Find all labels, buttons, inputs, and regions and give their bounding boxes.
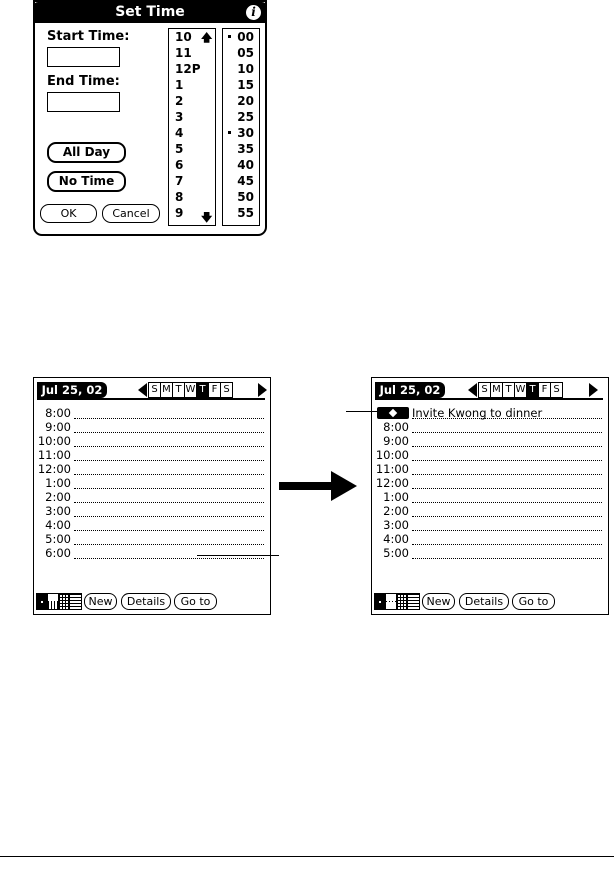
time-slot-row[interactable] [372, 462, 604, 476]
minute-option[interactable]: 35 [237, 142, 254, 156]
minute-option[interactable]: 25 [237, 110, 254, 124]
bottom-toolbar [34, 592, 270, 610]
time-label[interactable]: 2:00 [383, 504, 409, 518]
slot-line [74, 488, 264, 489]
time-label[interactable]: 9:00 [383, 434, 409, 448]
minute-option[interactable]: 45 [237, 174, 254, 188]
new-button[interactable]: New [422, 593, 455, 610]
time-slot-row[interactable] [34, 476, 266, 490]
slot-line [74, 558, 264, 559]
time-slot-row[interactable] [34, 518, 266, 532]
details-button[interactable]: Details [459, 593, 509, 610]
slot-line [412, 488, 602, 489]
hour-option[interactable]: 5 [175, 142, 184, 156]
time-label[interactable]: 11:00 [375, 462, 409, 476]
hour-option[interactable]: 3 [175, 110, 184, 124]
transition-arrow-icon [331, 471, 357, 501]
hour-option[interactable]: 8 [175, 190, 184, 204]
title-underline [375, 398, 603, 400]
slot-line [412, 516, 602, 517]
day-view-screen-after [371, 377, 609, 615]
day-5-button[interactable]: F [538, 382, 551, 398]
time-slot-row[interactable] [372, 420, 604, 434]
time-slot-row[interactable] [34, 420, 266, 434]
slot-line [412, 558, 602, 559]
day-0-button[interactable]: S [478, 382, 491, 398]
time-slot-row[interactable] [34, 532, 266, 546]
time-label[interactable]: 5:00 [383, 546, 409, 560]
slot-line [412, 418, 602, 419]
info-icon[interactable]: i [246, 5, 261, 20]
day-4-button[interactable]: T [196, 382, 209, 398]
time-slot-row[interactable] [34, 406, 266, 420]
time-slot-row[interactable] [372, 532, 604, 546]
slot-line [412, 544, 602, 545]
time-slot-row[interactable] [34, 490, 266, 504]
slot-line [412, 530, 602, 531]
day-view-screen-before [33, 377, 271, 615]
time-label[interactable]: 11:00 [37, 448, 71, 462]
slot-line [74, 418, 264, 419]
day-6-button[interactable]: S [550, 382, 563, 398]
time-label[interactable]: 9:00 [45, 420, 71, 434]
agenda-view-icon[interactable] [407, 593, 420, 610]
time-slot-row[interactable] [372, 448, 604, 462]
slot-line [74, 502, 264, 503]
hour-option[interactable]: 7 [175, 174, 184, 188]
day-1-button[interactable]: M [160, 382, 173, 398]
go-to-button[interactable]: Go to [174, 593, 217, 610]
end-time-label: End Time: [47, 74, 120, 89]
slot-line [412, 502, 602, 503]
ok-button[interactable]: OK [40, 204, 97, 223]
title-underline [37, 398, 265, 400]
week-day-selector [479, 382, 563, 397]
minute-option[interactable]: 10 [237, 62, 254, 76]
untimed-event-row[interactable] [372, 406, 604, 420]
time-slot-row[interactable] [34, 434, 266, 448]
day-3-button[interactable]: W [514, 382, 527, 398]
slot-line [74, 544, 264, 545]
slot-line [412, 474, 602, 475]
cancel-button[interactable]: Cancel [102, 204, 160, 223]
time-slot-row[interactable] [34, 462, 266, 476]
day-4-button[interactable]: T [526, 382, 539, 398]
slot-line [74, 460, 264, 461]
date-title-button[interactable]: Jul 25, 02 [37, 382, 107, 398]
time-slot-row[interactable] [372, 546, 604, 560]
day-6-button[interactable]: S [220, 382, 233, 398]
time-slot-row[interactable] [372, 490, 604, 504]
minute-option[interactable]: 05 [237, 46, 254, 60]
time-slot-row[interactable] [34, 448, 266, 462]
hour-option[interactable]: 12P [175, 62, 201, 76]
time-label[interactable]: 10:00 [375, 448, 409, 462]
day-5-button[interactable]: F [208, 382, 221, 398]
time-slot-row[interactable] [34, 504, 266, 518]
minute-option[interactable]: 40 [237, 158, 254, 172]
date-title-button[interactable]: Jul 25, 02 [375, 382, 445, 398]
slot-line [74, 446, 264, 447]
minute-option[interactable]: 30 [228, 127, 254, 140]
start-time-label: Start Time: [47, 29, 130, 44]
time-label[interactable]: 6:00 [45, 546, 71, 560]
time-slot-row[interactable] [372, 434, 604, 448]
day-1-button[interactable]: M [490, 382, 503, 398]
minute-option[interactable]: 55 [237, 206, 254, 220]
page-footer-rule [0, 856, 614, 857]
time-slot-row[interactable] [372, 504, 604, 518]
bottom-toolbar [372, 592, 608, 610]
hour-option[interactable]: 4 [175, 126, 184, 140]
slot-line [74, 474, 264, 475]
dialog-title-text: Set Time [115, 4, 185, 20]
slot-line [74, 530, 264, 531]
day-3-button[interactable]: W [184, 382, 197, 398]
up-arrow-icon[interactable]: 🡅 [201, 31, 213, 44]
time-slot-row[interactable] [372, 518, 604, 532]
time-label[interactable]: 4:00 [45, 518, 71, 532]
slot-line [412, 446, 602, 447]
time-label[interactable]: 8:00 [383, 420, 409, 434]
minute-marker-icon [228, 131, 231, 134]
minute-marker-icon [228, 35, 231, 38]
agenda-view-icon[interactable] [69, 593, 82, 610]
hour-option[interactable]: 9 [175, 206, 184, 220]
slot-line [74, 432, 264, 433]
time-label[interactable]: 4:00 [383, 532, 409, 546]
event-description[interactable]: Invite Kwong to dinner [412, 406, 543, 420]
time-label[interactable]: 1:00 [45, 476, 71, 490]
minute-option[interactable]: 50 [237, 190, 254, 204]
hour-option[interactable]: 11 [175, 46, 192, 60]
callout-line-untimed-event [346, 411, 380, 412]
week-day-selector [149, 382, 233, 397]
time-slot-row[interactable] [34, 546, 266, 560]
no-time-button[interactable]: No Time [47, 171, 126, 192]
end-time-field[interactable] [47, 92, 120, 112]
set-time-dialog [33, 0, 267, 236]
new-button[interactable]: New [84, 593, 117, 610]
slot-line [412, 432, 602, 433]
day-2-button[interactable]: T [172, 382, 185, 398]
details-button[interactable]: Details [121, 593, 171, 610]
diamond-icon [389, 409, 397, 417]
all-day-button[interactable]: All Day [47, 142, 126, 163]
minute-option[interactable]: 00 [228, 31, 254, 44]
hour-option[interactable]: 1 [175, 78, 184, 92]
day-2-button[interactable]: T [502, 382, 515, 398]
day-0-button[interactable]: S [148, 382, 161, 398]
time-label[interactable]: 3:00 [383, 518, 409, 532]
time-slot-row[interactable] [372, 476, 604, 490]
next-week-arrow-icon[interactable] [589, 383, 598, 397]
time-label[interactable]: 2:00 [45, 490, 71, 504]
time-label[interactable]: 12:00 [37, 462, 71, 476]
prev-week-arrow-icon[interactable] [138, 383, 147, 397]
dialog-title [33, 2, 267, 23]
hour-option[interactable]: 10 [175, 30, 192, 44]
go-to-button[interactable]: Go to [512, 593, 555, 610]
start-time-field[interactable] [47, 47, 120, 67]
hour-option[interactable]: 6 [175, 158, 184, 172]
down-arrow-icon[interactable]: 🡇 [201, 211, 213, 224]
time-label[interactable]: 12:00 [375, 476, 409, 490]
time-label[interactable]: 3:00 [45, 504, 71, 518]
minute-option[interactable]: 20 [237, 94, 254, 108]
slot-line [412, 460, 602, 461]
minute-option[interactable]: 15 [237, 78, 254, 92]
time-label[interactable]: 5:00 [45, 532, 71, 546]
callout-line-time-slot [197, 555, 279, 556]
time-label[interactable]: 1:00 [383, 490, 409, 504]
time-label[interactable]: 8:00 [45, 406, 71, 420]
slot-line [74, 516, 264, 517]
prev-week-arrow-icon[interactable] [468, 383, 477, 397]
hour-option[interactable]: 2 [175, 94, 184, 108]
next-week-arrow-icon[interactable] [258, 383, 267, 397]
transition-arrow-shaft [279, 482, 331, 490]
untimed-event-marker[interactable] [377, 407, 409, 419]
time-label[interactable]: 10:00 [37, 434, 71, 448]
